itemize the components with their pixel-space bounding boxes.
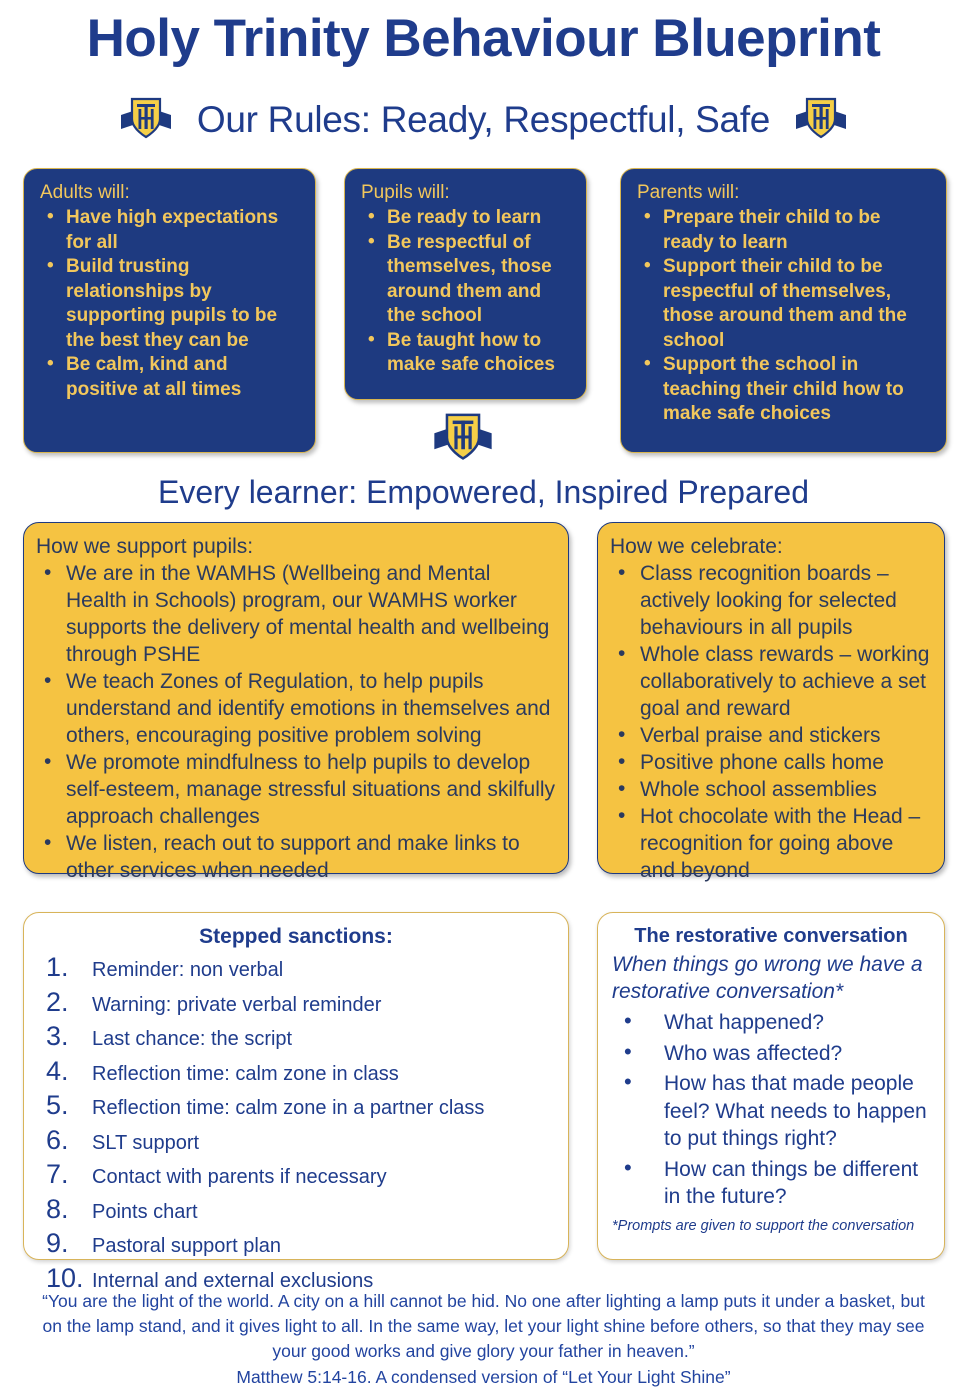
step-text: Last chance: the script (92, 1028, 293, 1050)
list-item: • Be taught how to make safe choices (361, 329, 572, 378)
card-adults-will (23, 168, 316, 453)
support-list (36, 560, 556, 884)
list-item: • Support their child to be respectful of themselves, those around them and the school (637, 255, 932, 353)
page-title: Holy Trinity Behaviour Blueprint (86, 9, 881, 68)
list-item: • We teach Zones of Regulation, to help pupils understand and identify emotions in themselves and others, encouraging positive problem solving (36, 668, 556, 749)
step-text: Points chart (92, 1200, 198, 1223)
card-parents-will (620, 168, 947, 453)
card-heading: Parents will: (637, 182, 740, 203)
celebrate-list (610, 560, 932, 884)
pupils-list (361, 206, 572, 378)
scripture-quote: “You are the light of the world. A city on a hill cannot be hid. No one after lighting a lamp puts it under a basket, but on the lamp stand, and it gives light to all. In the same way, let your light shine before others, so that they may see your good works and give glory your father in heaven.” (42, 1291, 925, 1361)
card-pupils-will (344, 168, 587, 400)
list-item (38, 1090, 554, 1125)
list-item: • Whole school assemblies (610, 776, 932, 803)
tagline: Every learner: Empowered, Inspired Prepared (158, 474, 809, 510)
restorative-intro: When things go wrong we have a restorative conversation* (612, 953, 923, 1003)
list-item: • How has that made people feel? What needs to happen to put things right? (612, 1070, 930, 1153)
card-restorative-conversation (597, 912, 945, 1260)
step-text: Warning: private verbal reminder (92, 993, 382, 1016)
list-item (38, 987, 554, 1022)
school-crest-icon (119, 93, 173, 146)
list-item: • Be calm, kind and positive at all times (40, 353, 301, 402)
step-text: Contact with parents if necessary (92, 1166, 387, 1188)
sanctions-list (38, 952, 554, 1297)
step-number: 7. (46, 1159, 69, 1189)
list-item: • What happened? (612, 1009, 930, 1037)
page-subtitle: Our Rules: Ready, Respectful, Safe (196, 98, 771, 140)
list-item (38, 1056, 554, 1091)
parents-list (637, 206, 932, 427)
list-item (38, 1194, 554, 1229)
step-number: 3. (46, 1021, 69, 1051)
list-item: • Be respectful of themselves, those around them and the school (361, 231, 572, 329)
list-item: • Verbal praise and stickers (610, 722, 932, 749)
list-item (38, 1125, 554, 1160)
list-item: • Have high expectations for all (40, 206, 301, 255)
card-heading: How we support pupils: (36, 535, 254, 558)
step-text: Reflection time: calm zone in a partner class (92, 1097, 485, 1119)
adults-list (40, 206, 301, 402)
list-item: • Prepare their child to be ready to learn (637, 206, 932, 255)
school-crest-icon (794, 93, 848, 146)
step-number: 6. (46, 1124, 69, 1155)
list-item (38, 1159, 554, 1194)
scripture-attribution: Matthew 5:14-16. A condensed version of “Let Your Light Shine” (236, 1367, 731, 1387)
card-how-we-support-pupils (23, 522, 569, 882)
list-item: • Support the school in teaching their child how to make safe choices (637, 353, 932, 427)
subtitle-row (0, 93, 967, 146)
card-how-we-celebrate (597, 522, 945, 882)
card-heading: Pupils will: (361, 182, 450, 203)
list-item (38, 1228, 554, 1263)
step-text: Pastoral support plan (92, 1235, 282, 1257)
list-item: • Build trusting relationships by supporting pupils to be the best they can be (40, 255, 301, 353)
list-item (38, 1021, 554, 1056)
card-heading: Adults will: (40, 182, 130, 203)
list-item: • Positive phone calls home (610, 749, 932, 776)
step-text: SLT support (92, 1131, 200, 1154)
step-number: 4. (46, 1055, 69, 1086)
card-heading: Stepped sanctions: (199, 925, 393, 948)
list-item (38, 952, 554, 987)
step-text: Reminder: non verbal (92, 959, 284, 981)
list-item: • We promote mindfulness to help pupils to develop self-esteem, manage stressful situations and skilfully approach challenges (36, 749, 556, 830)
list-item: • Be ready to learn (361, 206, 572, 231)
list-item: • Hot chocolate with the Head – recognition for going above and beyond (610, 803, 932, 884)
step-number: 2. (46, 986, 69, 1017)
list-item: • How can things be different in the future? (612, 1156, 930, 1211)
step-number: 5. (46, 1090, 69, 1120)
list-item: • Whole class rewards – working collaboratively to achieve a set goal and reward (610, 641, 932, 722)
step-text: Reflection time: calm zone in class (92, 1062, 399, 1085)
list-item: • We are in the WAMHS (Wellbeing and Mental Health in Schools) program, our WAMHS worker supports the delivery of mental health and wellbeing through PSHE (36, 560, 556, 668)
list-item: • We listen, reach out to support and make links to other services when needed (36, 830, 556, 884)
school-crest-icon (432, 408, 494, 468)
list-item: • Who was affected? (612, 1040, 930, 1068)
card-heading: The restorative conversation (634, 925, 908, 947)
step-number: 1. (46, 952, 69, 982)
step-number: 10. (46, 1262, 84, 1293)
step-number: 8. (46, 1193, 69, 1224)
step-number: 9. (46, 1228, 69, 1258)
card-heading: How we celebrate: (610, 535, 783, 558)
restorative-footnote: *Prompts are given to support the conversation (612, 1217, 915, 1234)
restorative-questions-list (612, 1009, 930, 1211)
list-item: • Class recognition boards – actively looking for selected behaviours in all pupils (610, 560, 932, 641)
card-stepped-sanctions (23, 912, 569, 1293)
step-text: Internal and external exclusions (92, 1269, 374, 1292)
